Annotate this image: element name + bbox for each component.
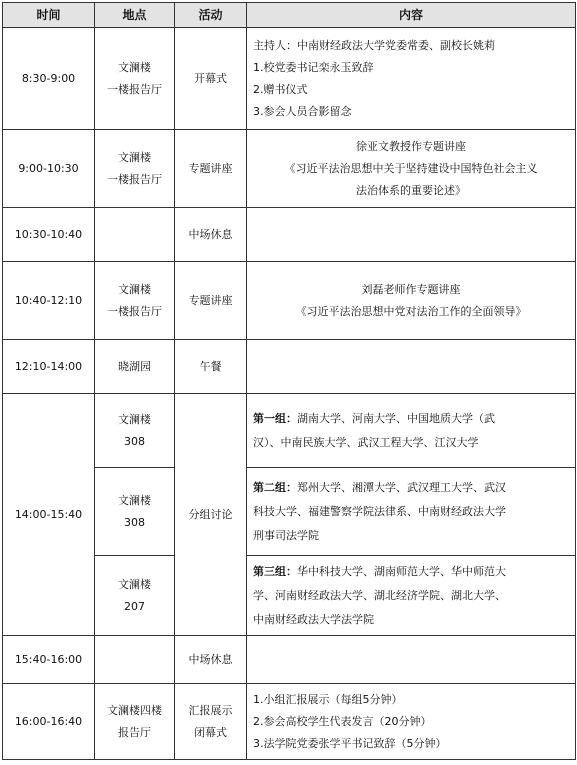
content-cell xyxy=(247,28,576,130)
content-line: 《习近平法治思想中党对法治工作的全面领导》 xyxy=(295,304,527,318)
activity-cell: 开幕式 xyxy=(175,28,247,130)
place-line: 一楼报告厅 xyxy=(107,82,162,96)
table-row xyxy=(3,636,576,684)
header-activity: 活动 xyxy=(175,3,247,28)
group-line xyxy=(253,407,569,431)
group-line xyxy=(253,560,569,584)
content-line: 3.参会人员合影留念 xyxy=(253,104,352,118)
place-line: 207 xyxy=(124,599,145,613)
time-cell: 15:40-16:00 xyxy=(3,636,95,684)
content-cell xyxy=(247,262,576,340)
content-line: 徐亚文教授作专题讲座 xyxy=(356,139,466,153)
content-line: 刘磊老师作专题讲座 xyxy=(361,282,461,296)
content-cell xyxy=(247,684,576,760)
content-cell xyxy=(247,208,576,262)
place-cell xyxy=(95,394,175,468)
activity-cell: 中场休息 xyxy=(175,208,247,262)
content-line: 法治体系的重要论述》 xyxy=(356,183,466,197)
content-cell xyxy=(247,130,576,208)
group-label: 第二组： xyxy=(253,480,297,494)
content-cell xyxy=(247,394,576,468)
activity-cell xyxy=(175,684,247,760)
place-cell xyxy=(95,556,175,636)
schedule-table xyxy=(2,2,576,760)
group-line xyxy=(253,476,569,500)
content-line: 2.参会高校学生代表发言（20分钟） xyxy=(253,714,432,728)
place-line: 一楼报告厅 xyxy=(107,304,162,318)
place-line: 报告厅 xyxy=(118,725,151,739)
place-cell: 晓湖园 xyxy=(95,340,175,394)
header-time: 时间 xyxy=(3,3,95,28)
place-cell xyxy=(95,468,175,556)
place-line: 文澜楼 xyxy=(118,493,151,507)
place-line: 308 xyxy=(124,434,145,448)
place-cell xyxy=(95,28,175,130)
time-cell: 16:00-16:40 xyxy=(3,684,95,760)
group-text: 华中科技大学、湖南师范大学、华中师范大 xyxy=(297,564,506,578)
group-label: 第一组： xyxy=(253,411,297,425)
group-text: 郑州大学、湘潭大学、武汉理工大学、武汉 xyxy=(297,480,506,494)
activity-cell: 分组讨论 xyxy=(175,394,247,636)
time-cell: 10:30-10:40 xyxy=(3,208,95,262)
time-cell: 8:30-9:00 xyxy=(3,28,95,130)
place-cell xyxy=(95,208,175,262)
activity-cell: 专题讲座 xyxy=(175,262,247,340)
time-cell: 12:10-14:00 xyxy=(3,340,95,394)
table-row xyxy=(3,28,576,130)
activity-cell: 专题讲座 xyxy=(175,130,247,208)
activity-cell: 午餐 xyxy=(175,340,247,394)
content-cell xyxy=(247,340,576,394)
header-row xyxy=(3,3,576,28)
header-place: 地点 xyxy=(95,3,175,28)
content-line: 3.法学院党委张学平书记致辞（5分钟） xyxy=(253,736,447,750)
content-line: 2.赠书仪式 xyxy=(253,82,308,96)
place-line: 文澜楼 xyxy=(118,150,151,164)
place-cell xyxy=(95,262,175,340)
place-cell xyxy=(95,130,175,208)
table-row xyxy=(3,394,576,468)
place-line: 文澜楼 xyxy=(118,60,151,74)
time-cell: 14:00-15:40 xyxy=(3,394,95,636)
content-cell xyxy=(247,556,576,636)
content-line: 1.小组汇报展示（每组5分钟） xyxy=(253,692,403,706)
table-row xyxy=(3,262,576,340)
place-line: 文澜楼 xyxy=(118,577,151,591)
content-cell xyxy=(247,468,576,556)
place-line: 文澜楼 xyxy=(118,412,151,426)
activity-line: 汇报展示 xyxy=(188,703,233,717)
content-cell xyxy=(247,636,576,684)
group-line: 刑事司法学院 xyxy=(253,528,319,542)
place-cell xyxy=(95,636,175,684)
place-line: 文澜楼四楼 xyxy=(107,703,162,717)
group-line: 科技大学、福建警察学院法律系、中南财经政法大学 xyxy=(253,504,506,518)
table-row xyxy=(3,340,576,394)
header-content: 内容 xyxy=(247,3,576,28)
content-line: 1.校党委书记栾永玉致辞 xyxy=(253,60,374,74)
place-line: 一楼报告厅 xyxy=(107,172,162,186)
group-line: 汉）、中南民族大学、武汉工程大学、江汉大学 xyxy=(253,435,479,449)
group-text: 湖南大学、河南大学、中国地质大学（武 xyxy=(297,411,495,425)
table-row xyxy=(3,208,576,262)
time-cell: 9:00-10:30 xyxy=(3,130,95,208)
place-cell xyxy=(95,684,175,760)
content-line: 《习近平法治思想中关于坚持建设中国特色社会主义 xyxy=(284,161,538,175)
activity-cell: 中场休息 xyxy=(175,636,247,684)
group-label: 第三组： xyxy=(253,564,297,578)
place-line: 文澜楼 xyxy=(118,282,151,296)
content-line: 主持人：中南财经政法大学党委常委、副校长姚莉 xyxy=(253,38,495,52)
time-cell: 10:40-12:10 xyxy=(3,262,95,340)
place-line: 308 xyxy=(124,515,145,529)
table-row xyxy=(3,130,576,208)
group-line: 学、河南财经政法大学、湖北经济学院、湖北大学、 xyxy=(253,588,506,602)
activity-line: 闭幕式 xyxy=(194,725,227,739)
group-line: 中南财经政法大学法学院 xyxy=(253,612,374,626)
table-row xyxy=(3,684,576,760)
